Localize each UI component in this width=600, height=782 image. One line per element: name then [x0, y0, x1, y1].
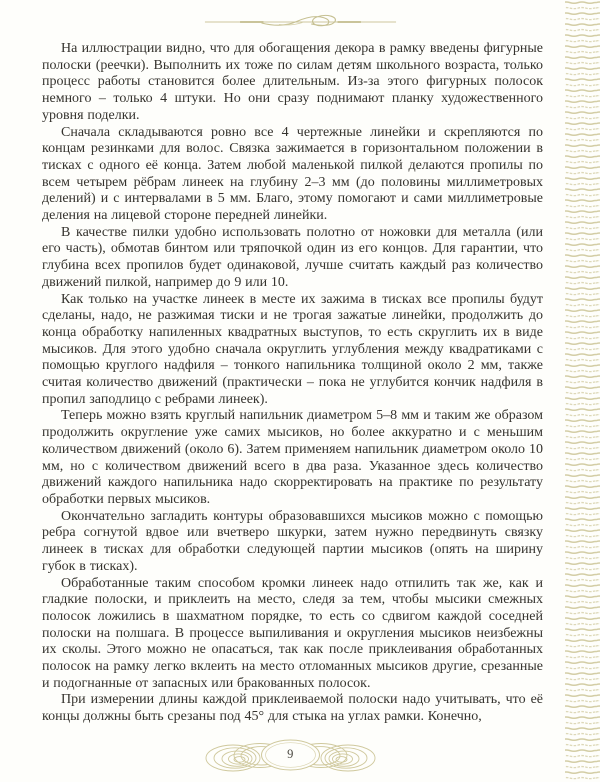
- paragraph: На иллюстрации видно, что для обогащения декора в рамку введены фигурные полоски (реечки). Выполнить их тоже по силам детям школьного возраста, только процесс работы становится более длительным. Из-за этого фигурных полосок немного – только 4 штуки. Но они сразу поднимают планку художественного уровня поделки.: [42, 41, 543, 123]
- divider-flourish-ornament: [203, 12, 398, 32]
- paragraph: В качестве пилки удобно использовать полотно от ножовки для металла (или его часть), обмотав бинтом или тряпочкой один из его концов. Для гарантии, что глубина всех пропилов будет одинаковой, лучше считать каждый раз количество движений пилкой, например до 9 или 10.: [42, 224, 543, 290]
- paragraph: При измерении длины каждой приклеиваемой полоски надо учитывать, что её концы должны быть срезаны под 45° для стыка на углах рамки. Конечно,: [42, 692, 543, 725]
- body-text: [42, 41, 543, 726]
- decorative-edge-pattern: [562, 0, 600, 782]
- paragraph: Теперь можно взять круглый напильник диаметром 5–8 мм и таким же образом продолжить округление уже самих мысиков, но более аккуратно и с меньшим количеством движений (около 6). Затем применяем напильник диаметром около 10 мм, но с количеством движений всего в два раза. Указанное здесь количество движений каждого напильника надо скорректировать на практике по результату обработки первых мысиков.: [42, 408, 543, 507]
- paragraph: Обработанные таким способом кромки линеек надо отпилить так же, как и гладкие полоски, и приклеить на место, следя за тем, чтобы мысики смежных полосок ложились в шахматном порядке, то есть со сдвигом каждой соседней полоски на полшага. В процессе выпиливания и округления мысиков неизбежны их сколы. Этого можно не опасаться, так как после приклеивания обработанных полосок на рамку легко вклеить на место отломанных мысиков другие, срезанные и подогнанные от запасных или бракованных полосок.: [42, 575, 543, 691]
- paragraph: Сначала складываются ровно все 4 чертежные линейки и скрепляются по концам резинками для волос. Связка зажимается в горизонтальном положении в тисках с одного её конца. Затем любой маленькой пилкой делаются пропилы по всем четырем рёбрам линеек на глубину 2–3 мм (до половины миллиметровых делений) и с интервалами в 5 мм. Благо, этому помогают и сами миллиметровые деления на лицевой стороне передней линейки.: [42, 124, 543, 224]
- footer-ornament: [203, 736, 378, 778]
- page-number: 9: [287, 747, 294, 761]
- paragraph: Окончательно загладить контуры образовавшихся мысиков можно с помощью ребра согнутой вдвое или вчетверо шкурки, затем нужно передвинуть связку линеек в тисках для обработки следующей партии мысиков (опять на ширину губок в тисках).: [42, 508, 543, 574]
- paragraph: Как только на участке линеек в месте их зажима в тисках все пропилы будут сделаны, надо, не разжимая тиски и не трогая зажатые линейки, продолжить до конца обработку напиленных квадратных выступов, то есть скруглить их в виде мысиков. Для этого удобно сначала округлить углубления между квадратиками с помощью круглого надфиля – тонкого напильника толщиной около 2 мм, также считая количество движений (практически – пока не углубится кончик надфиля в пропил заподлицо с ребрами линеек).: [42, 291, 543, 407]
